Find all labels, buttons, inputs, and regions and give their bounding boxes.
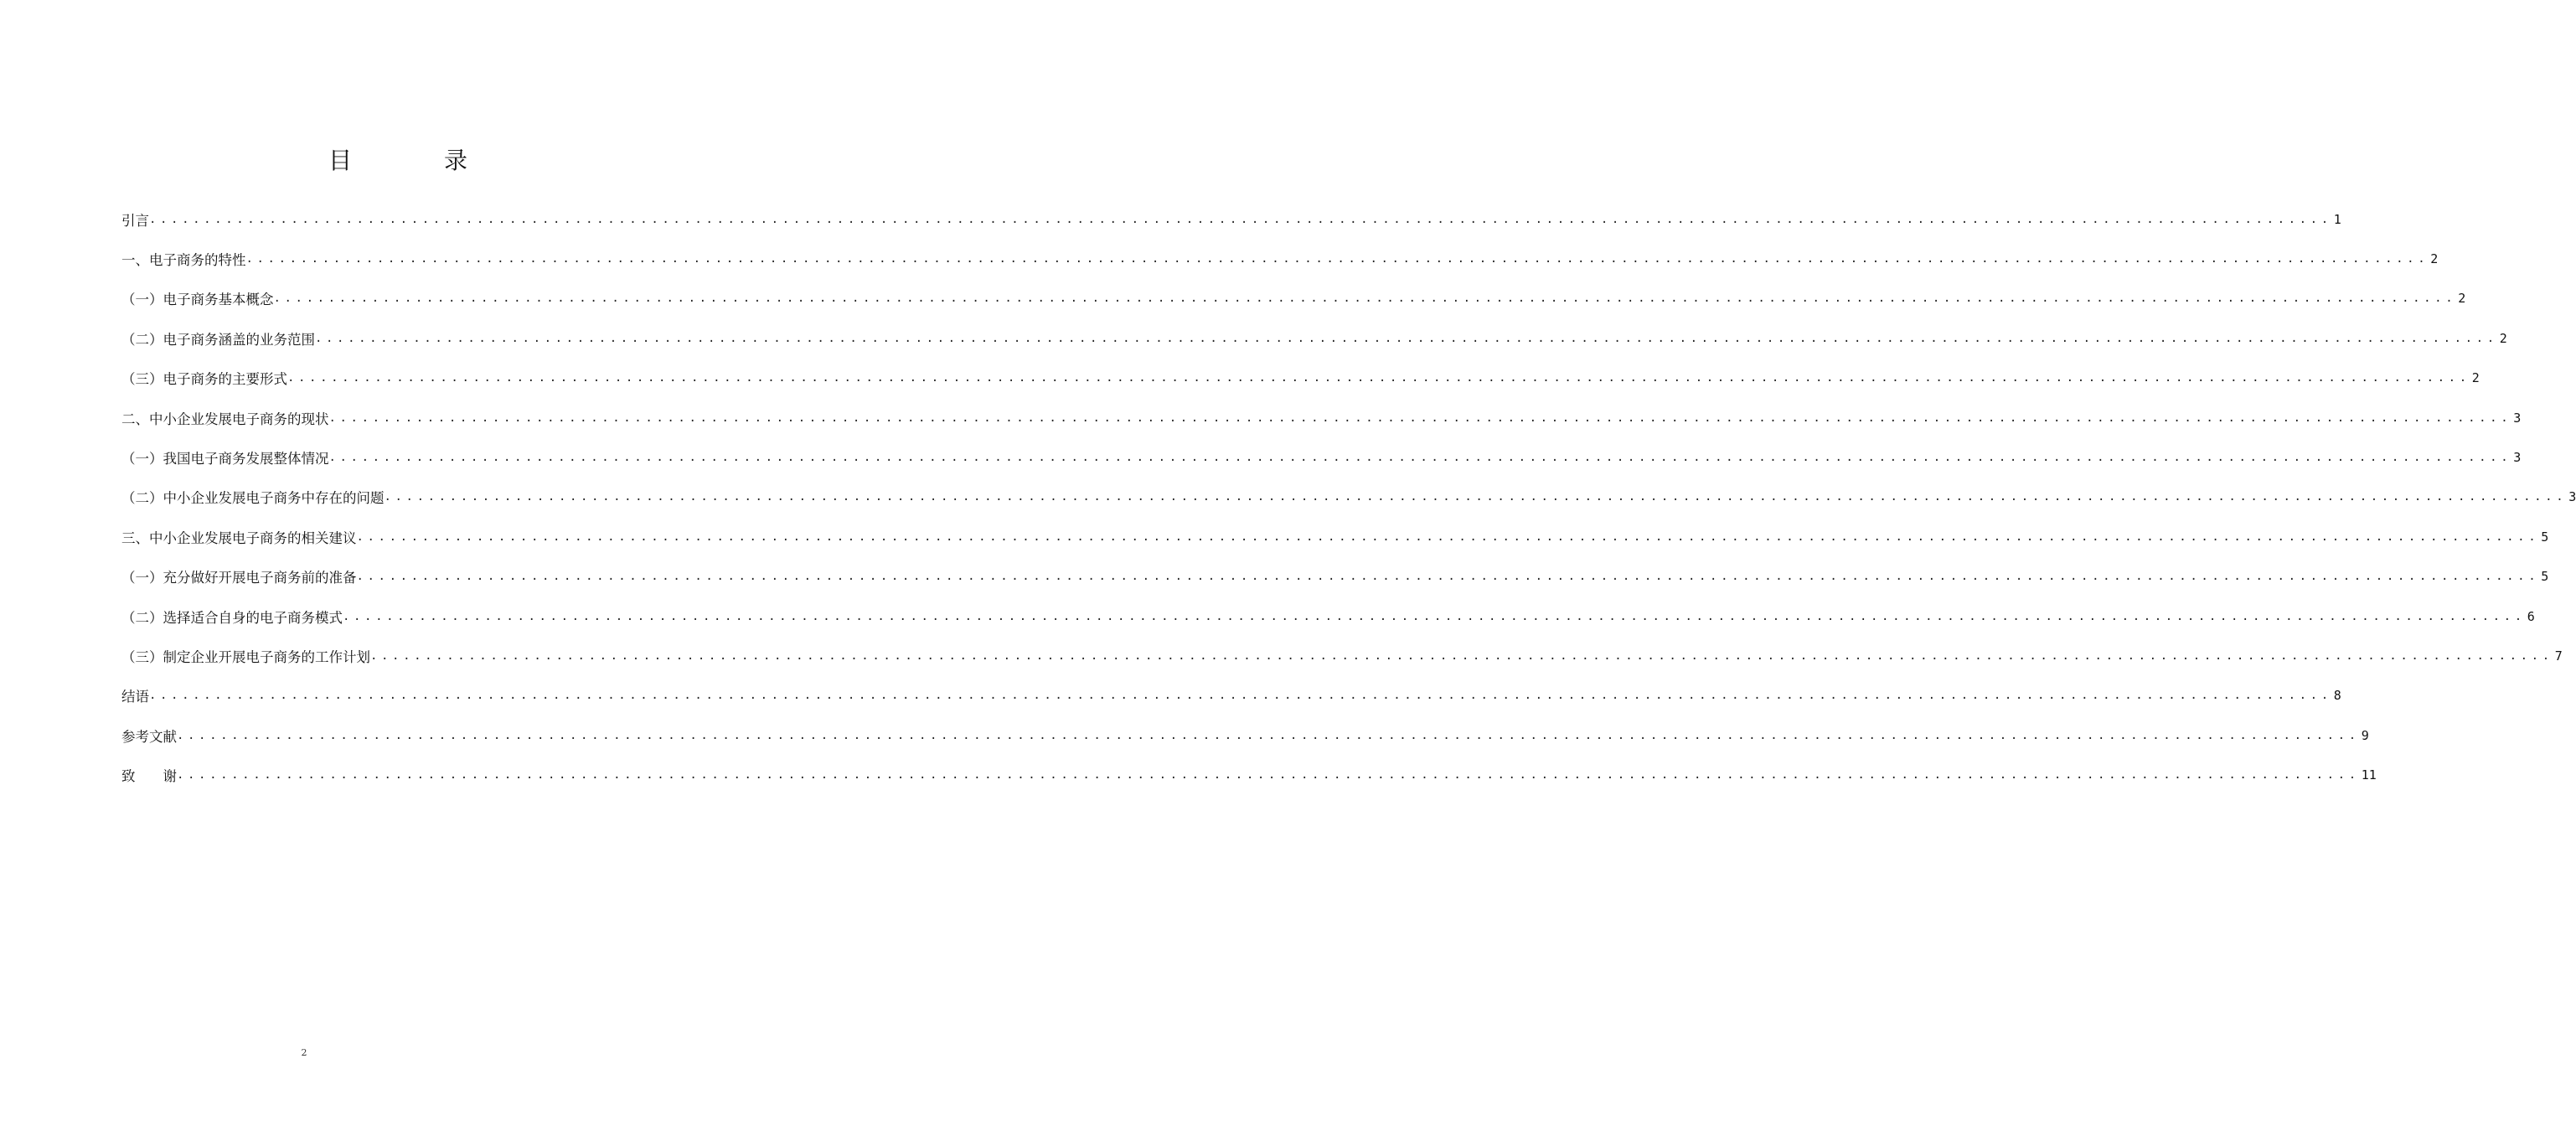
toc-entry-label: （一）充分做好开展电子商务前的准备 [121, 570, 357, 586]
toc-entry[interactable] [121, 715, 2369, 755]
toc-entry-label: （二）选择适合自身的电子商务模式 [121, 609, 343, 626]
toc-entry-page: 8 [2333, 688, 2341, 704]
dot-leader: ........................................................................................................................................................................................................ [343, 609, 2526, 623]
toc-entry-label: （三）电子商务的主要形式 [121, 371, 287, 388]
toc-entry-page: 2 [2471, 370, 2480, 386]
toc-entry-label: （一）我国电子商务发展整体情况 [121, 451, 329, 467]
dot-leader: ........................................................................................................................................................................................................ [328, 451, 2512, 465]
dot-leader: ........................................................................................................................................................................................................ [177, 728, 2360, 742]
toc-entry-label: 参考文献 [121, 728, 177, 745]
toc-entry-label: 一、电子商务的特性 [121, 252, 246, 269]
toc-entry-page: 2 [2458, 291, 2466, 307]
toc-entry-label: （二）电子商务涵盖的业务范围 [121, 331, 315, 348]
page-number-footer: 2 [301, 1047, 307, 1058]
dot-leader: ........................................................................................................................................................................................................ [356, 529, 2540, 544]
toc-entry-page: 7 [2554, 648, 2563, 664]
toc-entry-page: 1 [2333, 211, 2341, 227]
toc-entry[interactable] [121, 676, 2341, 715]
toc-entry-label: 二、中小企业发展电子商务的现状 [121, 411, 329, 427]
toc-entry[interactable] [121, 199, 2341, 239]
toc-entry-page: 3 [2513, 410, 2522, 426]
toc-entry[interactable] [121, 318, 2507, 358]
dot-leader: ........................................................................................................................................................................................................ [245, 252, 2429, 266]
toc-title [0, 142, 796, 176]
toc-entry[interactable] [121, 239, 2439, 278]
toc-entry[interactable] [121, 597, 2535, 636]
dot-leader: ........................................................................................................................................................................................................ [315, 331, 2498, 345]
dot-leader: ........................................................................................................................................................................................................ [356, 570, 2540, 584]
toc-entry[interactable] [121, 478, 2576, 517]
toc-entry[interactable] [121, 636, 2563, 675]
toc-entry-page: 5 [2541, 529, 2549, 545]
dot-leader: ........................................................................................................................................................................................................ [273, 292, 2457, 306]
toc-entry-page: 3 [2513, 450, 2522, 466]
toc-entry-page: 5 [2541, 569, 2549, 585]
dot-leader: ........................................................................................................................................................................................................ [328, 411, 2512, 425]
dot-leader: ........................................................................................................................................................................................................ [149, 689, 2332, 703]
dot-leader: ........................................................................................................................................................................................................ [287, 371, 2470, 385]
dot-leader: ........................................................................................................................................................................................................ [149, 212, 2332, 226]
toc-entry-page: 11 [2361, 767, 2377, 783]
toc-entry-label: 致 谢 [121, 768, 177, 785]
toc-entry-label: 三、中小企业发展电子商务的相关建议 [121, 529, 357, 546]
toc-entry-page: 2 [2430, 251, 2439, 267]
dot-leader: ........................................................................................................................................................................................................ [384, 490, 2568, 504]
toc-entry[interactable] [121, 359, 2480, 398]
dot-leader: ........................................................................................................................................................................................................ [370, 648, 2553, 663]
toc-entry-page: 9 [2361, 727, 2369, 743]
toc-entry[interactable] [121, 557, 2549, 597]
toc-entry-page: 2 [2499, 330, 2507, 346]
dot-leader: ........................................................................................................................................................................................................ [177, 768, 2360, 783]
toc-entry-label: 引言 [121, 212, 149, 229]
toc-title-char-1: 目 [328, 147, 352, 174]
toc-entry-page: 3 [2568, 489, 2576, 505]
toc-entry[interactable] [121, 517, 2549, 556]
toc-entry-label: （一）电子商务基本概念 [121, 292, 274, 308]
toc-entry-label: 结语 [121, 689, 149, 705]
toc-entry[interactable] [121, 398, 2522, 437]
toc-entry[interactable] [121, 755, 2377, 794]
toc-entry-label: （二）中小企业发展电子商务中存在的问题 [121, 490, 385, 507]
toc-entry[interactable] [121, 279, 2466, 318]
toc-entry-page: 6 [2527, 608, 2535, 624]
toc-entry-label: （三）制定企业开展电子商务的工作计划 [121, 648, 370, 665]
toc-title-char-2: 录 [444, 147, 468, 174]
toc-entry[interactable] [121, 437, 2522, 477]
table-of-contents [121, 199, 2576, 795]
